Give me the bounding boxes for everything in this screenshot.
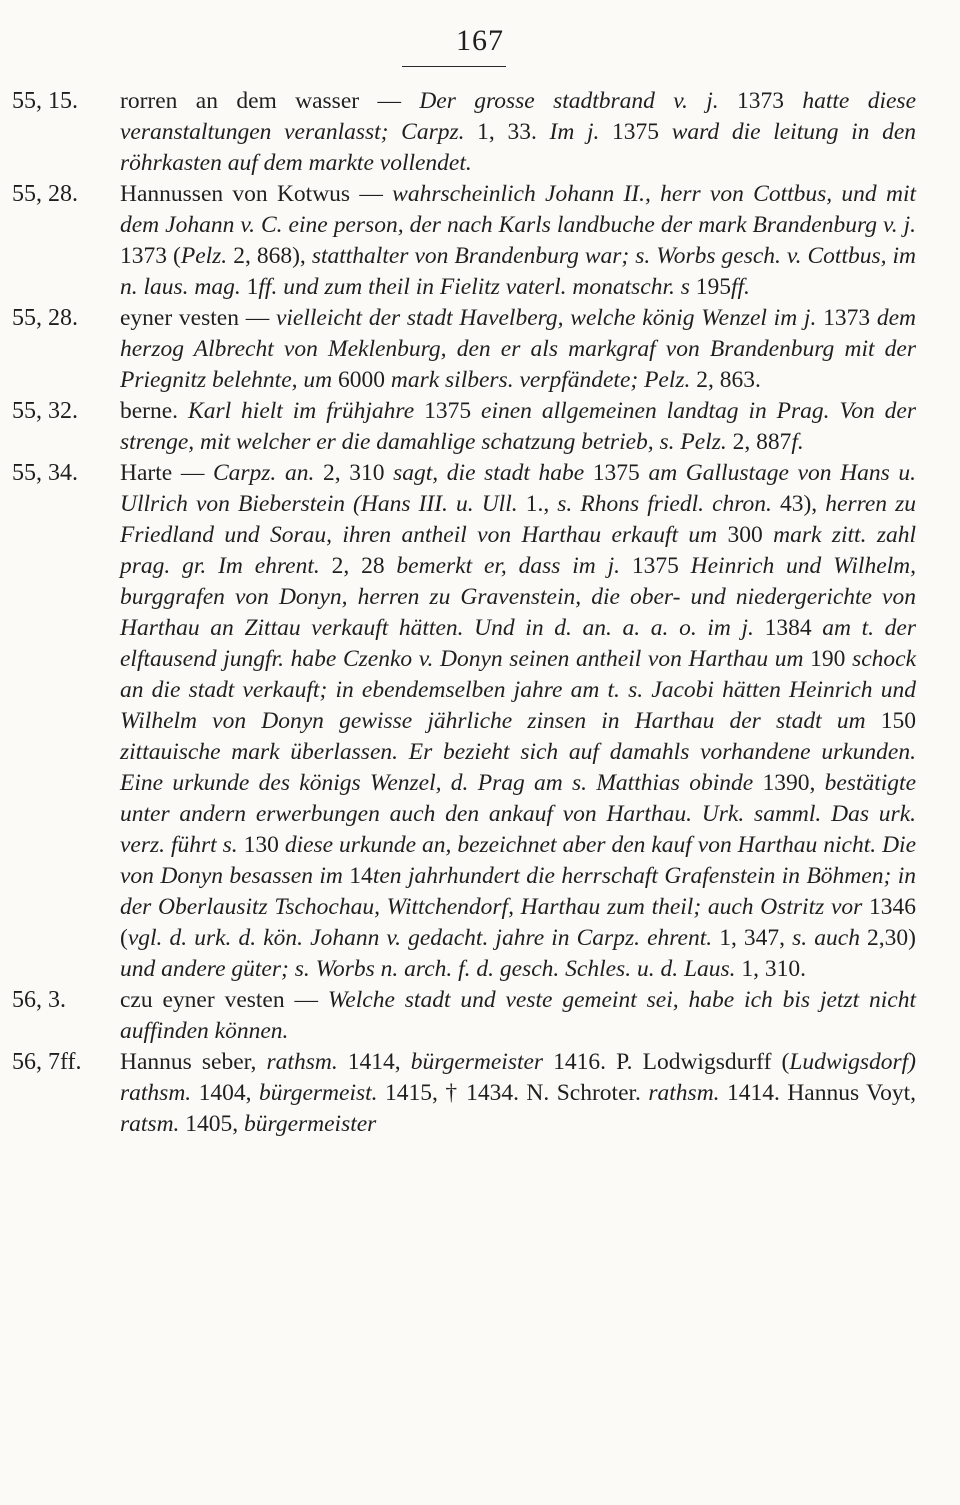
page-number-rule [402, 66, 506, 67]
roman-run: 6000 [332, 367, 391, 393]
line-reference: 55, 34. [12, 460, 78, 486]
italic-run: und andere güter; s. Worbs n. arch. f. d. gesch. Schles. u. d. Laus. [120, 956, 736, 982]
roman-run: 1375 [619, 553, 691, 579]
roman-run: 300 [717, 522, 774, 548]
italic-run: Karl hielt im frühjahre [188, 398, 415, 424]
roman-run: 1346 ( [120, 894, 916, 951]
commentary-entries [0, 86, 960, 1140]
roman-run: 1416. P. Lodwigsdurff ( [543, 1049, 790, 1075]
italic-run: wahrscheinlich Johann II., herr von Cottbus, und mit dem Johann v. C. eine person, der nach Karls landbuche der mark Brandenburg v. j. [120, 181, 916, 238]
roman-run: 1384 [753, 615, 823, 641]
entry-text [120, 1047, 916, 1140]
italic-run: am Gallustage von Hans u. Ullrich von Bieberstein (Hans III. u. Ull. [120, 460, 917, 517]
roman-run: 190 [803, 646, 853, 672]
roman-run: eyner vesten — [120, 305, 276, 331]
roman-run: 2, 868), [227, 243, 312, 269]
roman-run: Harte — [120, 460, 213, 486]
italic-run: schock an die stadt verkauft; in ebendemselben jahre am t. s. Jacobi hätten Heinrich und Wilhelm von Donyn gewisse jährliche zinsen in Harthau der stadt um [120, 646, 917, 734]
italic-run: Pelz. [180, 243, 228, 269]
italic-run: bürgermeist. [258, 1080, 378, 1106]
italic-run: statthalter von Brandenburg war; s. Worbs gesch. v. Cottbus, im n. laus. mag. [120, 243, 917, 300]
roman-run: 1414. Hannus Voyt, [719, 1080, 916, 1106]
italic-run: bürgermeister [410, 1049, 544, 1075]
roman-run: 1414, [337, 1049, 411, 1075]
entry-text [120, 303, 916, 396]
italic-run: s. auch [792, 925, 860, 951]
italic-run: hatte diese veranstaltungen veranlasst; Carpz. [120, 88, 916, 145]
commentary-entry [0, 458, 960, 985]
italic-run: f. [791, 429, 804, 455]
italic-run: Carpz. an. [212, 460, 315, 486]
roman-run: 2, 887 [726, 429, 792, 455]
italic-run: zittauische mark überlassen. Er bezieht sich auf damahls vorhandene urkunden. Eine urkunde des königs Wenzel, d. Prag am s. Matthias obinde [120, 739, 916, 796]
roman-run: Hannus seber, [120, 1049, 267, 1075]
roman-run: 150 [865, 708, 916, 734]
roman-run: 1375 [584, 460, 649, 486]
italic-run: diese urkunde an, bezeichnet aber den kauf von Harthau nicht. Die von Donyn besassen im [120, 832, 916, 889]
italic-run: bemerkt er, dass im j. [396, 553, 620, 579]
commentary-entry [0, 396, 960, 458]
italic-run: Heinrich und Wilhelm, burggrafen von Donyn, herren zu Gravenstein, die ober- und niedergerichte von Harthau an Zittau verkauft hätten. Und in d. an. a. a. o. im j. [120, 553, 917, 641]
italic-run: bestätigte unter andern erwerbungen auch den ankauf von Harthau. Urk. samml. Das urk. verz. führt s. [120, 770, 916, 858]
commentary-entry [0, 303, 960, 396]
roman-run: 1, 310. [735, 956, 807, 982]
entry-text [120, 396, 916, 458]
italic-run: sagt, die stadt habe [393, 460, 585, 486]
roman-run: 195 [689, 274, 731, 300]
italic-run: mark silbers. verpfändete; Pelz. [390, 367, 691, 393]
italic-run: am t. der elftausend jungfr. habe Czenko v. Donyn seinen antheil von Harthau um [120, 615, 917, 672]
line-reference: 56, 7ff. [12, 1049, 82, 1075]
roman-run: 1415, † 1434. N. Schroter. [377, 1080, 649, 1106]
italic-run: ratsm. [120, 1111, 180, 1137]
roman-run: 1390, [753, 770, 825, 796]
italic-run: Ludwigsdorf) rathsm. [120, 1049, 917, 1106]
roman-run: 2, 28 [319, 553, 397, 579]
italic-run: ten jahrhundert die herrschaft Grafenstein in Böhmen; in der Oberlausitz Tschochau, Wittchendorf, Harthau zum theil; auch Ostritz vor [120, 863, 916, 920]
italic-run: Im j. [549, 119, 600, 145]
italic-run: Welche stadt und veste gemeint sei, habe ich bis jetzt nicht auffinden können. [120, 987, 916, 1044]
italic-run: ff. [731, 274, 750, 300]
roman-run: 14 [342, 863, 373, 889]
italic-run: ward die leitung in den röhrkasten auf dem markte vollendet. [120, 119, 917, 176]
entry-text [120, 179, 916, 303]
italic-run: rathsm. [266, 1049, 338, 1075]
roman-run: 1373 [718, 88, 803, 114]
line-reference: 55, 15. [12, 88, 78, 114]
line-reference: 56, 3. [12, 987, 66, 1013]
line-reference: 55, 28. [12, 181, 78, 207]
roman-run: 2, 310 [314, 460, 394, 486]
roman-run: 130 [237, 832, 285, 858]
entry-text [120, 458, 916, 985]
roman-run: 1 [240, 274, 259, 300]
roman-run: 1405, [179, 1111, 245, 1137]
italic-run: s. Rhons friedl. chron. [557, 491, 772, 517]
italic-run: dem herzog Albrecht von Meklenburg, den er als markgraf von Brandenburg mit der Priegnitz belehnte, um [120, 305, 916, 393]
roman-run: 1373 ( [120, 243, 181, 269]
italic-run: einen allgemeinen landtag in Prag. Von der strenge, mit welcher er die damahlige schatzung betrieb, s. Pelz. [120, 398, 917, 455]
commentary-entry [0, 179, 960, 303]
line-reference: 55, 32. [12, 398, 78, 424]
roman-run: 1375 [414, 398, 482, 424]
roman-run: 2,30) [859, 925, 916, 951]
commentary-entry [0, 1047, 960, 1140]
italic-run: rathsm. [648, 1080, 720, 1106]
italic-run: herren zu Friedland und Sorau, ihren antheil von Harthau erkauft um [120, 491, 917, 548]
roman-run: 1404, [191, 1080, 259, 1106]
roman-run: Hannussen von Kotwus — [120, 181, 393, 207]
roman-run: czu eyner vesten — [120, 987, 328, 1013]
line-reference: 55, 28. [12, 305, 78, 331]
italic-run: Der grosse stadtbrand v. j. [419, 88, 719, 114]
italic-run: mark zitt. zahl prag. gr. Im ehrent. [120, 522, 916, 579]
roman-run: 1373 [816, 305, 877, 331]
italic-run: bürgermeister [244, 1111, 377, 1137]
italic-run: vgl. d. urk. d. kön. Johann v. gedacht. jahre in Carpz. ehrent. [127, 925, 713, 951]
commentary-entry [0, 86, 960, 179]
entry-text [120, 86, 916, 179]
entry-text [120, 985, 916, 1047]
page-number: 167 [456, 24, 504, 57]
roman-run: 1375 [599, 119, 672, 145]
roman-run: rorren an dem wasser — [120, 88, 420, 114]
roman-run: 1, 33. [464, 119, 550, 145]
roman-run: berne. [120, 398, 189, 424]
italic-run: ff. und zum theil in Fielitz vaterl. monatschr. s [258, 274, 690, 300]
commentary-entry [0, 985, 960, 1047]
roman-run: 43), [771, 491, 826, 517]
roman-run: 1, 347, [712, 925, 793, 951]
roman-run: 2, 863. [690, 367, 761, 393]
italic-run: vielleicht der stadt Havelberg, welche könig Wenzel im j. [275, 305, 817, 331]
roman-run: 1., [517, 491, 558, 517]
